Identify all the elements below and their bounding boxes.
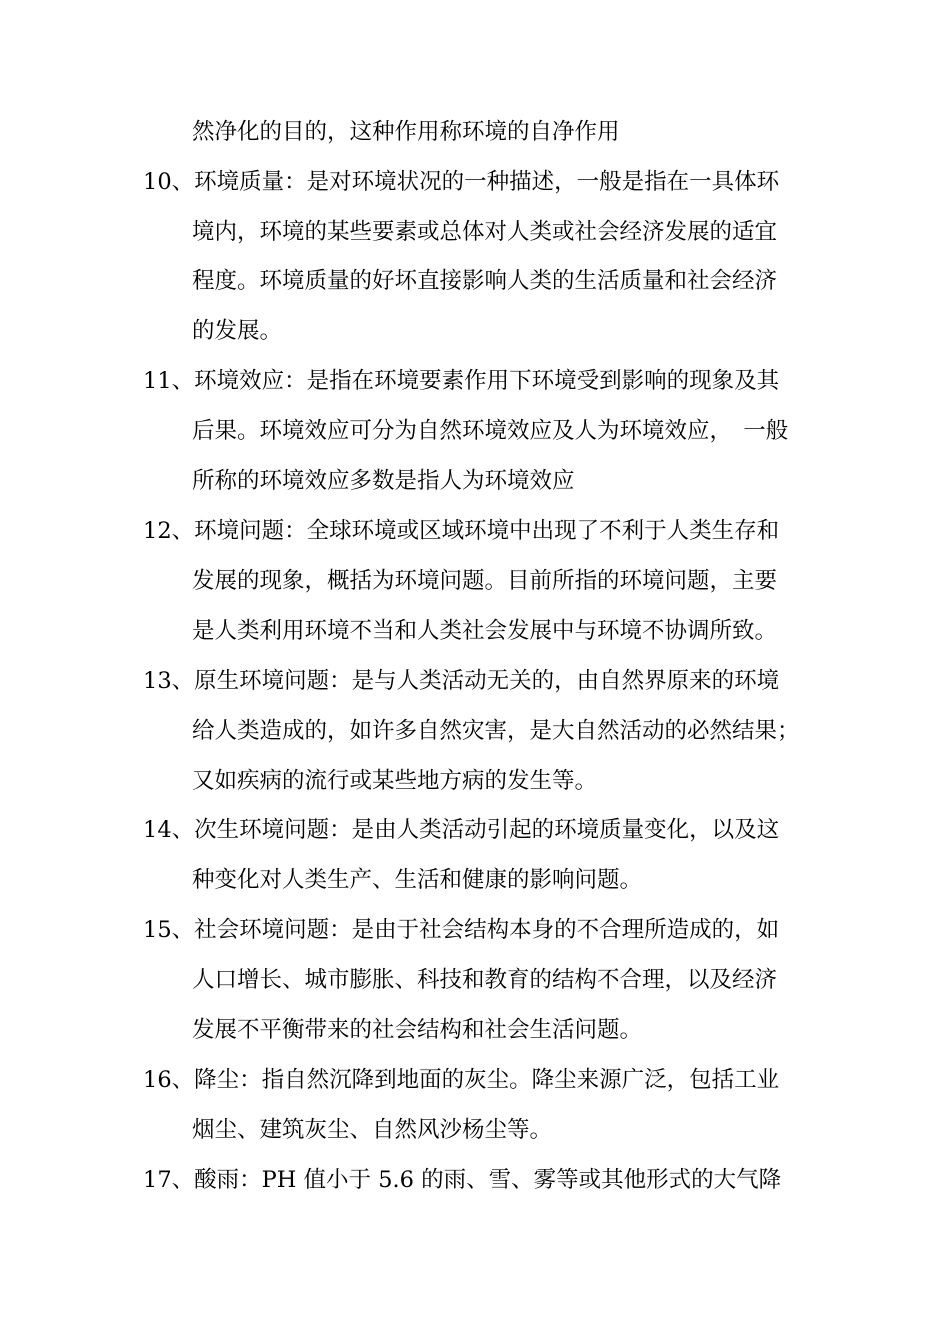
entry-15-first-line xyxy=(143,915,779,945)
entry-14-line-1: 次生环境问题：是由人类活动引起的环境质量变化，以及这 xyxy=(194,817,780,843)
entry-10-line-4: 的发展。 xyxy=(192,318,283,344)
entry-15-line-2: 人口增长、城市膨胀、科技和教育的结构不合理，以及经济 xyxy=(192,967,778,993)
entry-10-line-2: 境内，环境的某些要素或总体对人类或社会经济发展的适宜 xyxy=(192,219,778,245)
entry-14-first-line xyxy=(143,815,779,845)
entry-17-number: 17、 xyxy=(143,1167,195,1193)
entry-10-first-line xyxy=(143,167,779,197)
entry-10-line-3: 程度。环境质量的好坏直接影响人类的生活质量和社会经济 xyxy=(192,268,778,294)
entry-11-first-line xyxy=(143,366,779,396)
entry-16-first-line xyxy=(143,1065,779,1095)
entry-11-line-3: 所称的环境效应多数是指人为环境效应 xyxy=(192,468,575,494)
entry-14-number: 14、 xyxy=(143,817,195,843)
entry-16-number: 16、 xyxy=(143,1067,195,1093)
entry-11-line-1: 环境效应：是指在环境要素作用下环境受到影响的现象及其 xyxy=(194,368,780,394)
entry-12-number: 12、 xyxy=(143,518,195,544)
entry-17-line-1: 酸雨：PH 值小于 5.6 的雨、雪、雾等或其他形式的大气降 xyxy=(194,1167,782,1193)
entry-10-number: 10、 xyxy=(143,169,195,195)
entry-12-line-2: 发展的现象，概括为环境问题。目前所指的环境问题，主要 xyxy=(192,568,778,594)
entry-13-first-line xyxy=(143,666,779,696)
entry-12-first-line xyxy=(143,516,779,546)
entry-15-number: 15、 xyxy=(143,917,195,943)
entry-16-line-2: 烟尘、建筑灰尘、自然风沙杨尘等。 xyxy=(192,1117,553,1143)
entry-12-line-1: 环境问题：全球环境或区域环境中出现了不利于人类生存和 xyxy=(194,518,780,544)
entry-11-number: 11、 xyxy=(143,368,195,394)
entry-13-line-3: 又如疾病的流行或某些地方病的发生等。 xyxy=(192,768,598,794)
entry-14-line-2: 种变化对人类生产、生活和健康的影响问题。 xyxy=(192,867,643,893)
entry-13-number: 13、 xyxy=(143,668,195,694)
entry-15-line-1: 社会环境问题：是由于社会结构本身的不合理所造成的，如 xyxy=(194,917,780,943)
entry-15-line-3: 发展不平衡带来的社会结构和社会生活问题。 xyxy=(192,1017,643,1043)
entry-13-line-1: 原生环境问题：是与人类活动无关的，由自然界原来的环境 xyxy=(194,668,780,694)
continuation-line: 然净化的目的，这种作用称环境的自净作用 xyxy=(192,119,620,145)
entry-10-line-1: 环境质量：是对环境状况的一种描述，一般是指在一具体环 xyxy=(194,169,780,195)
entry-17-first-line xyxy=(143,1165,781,1195)
entry-12-line-3: 是人类利用环境不当和人类社会发展中与环境不协调所致。 xyxy=(192,618,778,644)
entry-16-line-1: 降尘：指自然沉降到地面的灰尘。降尘来源广泛，包括工业 xyxy=(194,1067,780,1093)
entry-11-line-2: 后果。环境效应可分为自然环境效应及人为环境效应， 一般 xyxy=(192,418,789,444)
entry-13-line-2: 给人类造成的，如许多自然灾害，是大自然活动的必然结果； xyxy=(192,718,800,744)
